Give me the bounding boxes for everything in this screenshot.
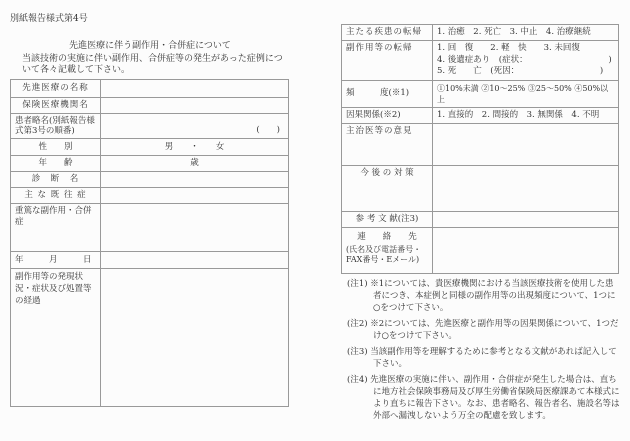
page-title: 先進医療に伴う副作用・合併症について	[69, 41, 231, 51]
sex-label: 性 別	[11, 139, 101, 156]
intro-text: 当該技術の実施に伴い副作用、合併症等の発生があった症例について各々記載して下さい。	[22, 54, 283, 75]
opinion-label: 主治医等の意見	[342, 123, 433, 165]
serious-ae-label: 重篤な副作用・合併症	[11, 204, 101, 252]
patient-field[interactable]	[101, 114, 289, 139]
right-column	[341, 24, 621, 422]
opinion-field[interactable]	[433, 123, 619, 165]
institution-label: 保険医療機関名	[11, 98, 101, 114]
references-field[interactable]	[433, 211, 619, 227]
outcome-options[interactable]: 1. 治癒 2. 死亡 3. 中止 4. 治療継続	[433, 25, 619, 41]
diagnosis-field[interactable]	[101, 172, 289, 188]
causal-label: 因果関係(※2)	[342, 107, 433, 123]
contact-field[interactable]	[433, 227, 619, 273]
ae-outcome-label: 副作用等の転帰	[342, 41, 433, 81]
outcome-label: 主たる疾患の転帰	[342, 25, 433, 41]
institution-field[interactable]	[101, 98, 289, 114]
history-field[interactable]	[101, 188, 289, 204]
age-label: 年 齢	[11, 156, 101, 172]
patient-paren: ( )	[256, 125, 280, 135]
references-label: 参 考 文 献(注3)	[342, 211, 433, 227]
form-id: 別紙報告様式第4号	[10, 14, 88, 24]
tech-name-label: 先進医療の名称	[11, 80, 101, 98]
ae-outcome-options[interactable]	[433, 41, 619, 81]
contact-title: 連 絡 先	[357, 231, 417, 242]
date-label: 年 月 日	[11, 252, 101, 269]
measures-field[interactable]	[433, 165, 619, 211]
course-field[interactable]	[101, 269, 289, 407]
report-table-left	[10, 79, 289, 407]
ae-outcome-line1: 1. 回 復 2. 軽 快 3. 未回復	[437, 43, 580, 53]
sex-field[interactable]: 男 ・ 女	[101, 139, 289, 156]
left-column	[10, 54, 289, 407]
report-table-right	[341, 24, 619, 274]
frequency-label: 頻 度(※1)	[342, 80, 433, 107]
serious-ae-field[interactable]	[101, 204, 289, 252]
note-3: (注3) 当該副作用等を理解するために参考となる文献があれば記入して下さい。	[347, 346, 617, 369]
diagnosis-label: 診 断 名	[11, 172, 101, 188]
causal-options[interactable]: 1. 直接的 2. 間接的 3. 無関係 4. 不明	[433, 107, 619, 123]
contact-label	[342, 227, 433, 273]
date-field[interactable]	[101, 252, 289, 269]
note-2: (注2) ※2については、先進医療と副作用等の因果関係について、1つだけ○をつけて下さい。	[347, 318, 619, 341]
frequency-options[interactable]: ①10%未満 ②10～25% ③25～50% ④50%以上	[433, 80, 619, 107]
tech-name-field[interactable]	[101, 80, 289, 98]
measures-label: 今 後 の 対 策	[342, 165, 433, 211]
note-4: (注4) 先進医療の実施に伴い、副作用・合併症が発生した場合は、直ちに地方社会保険事務局及び厚生労働省保険局医療課あて本様式により直ちに報告下さい。なお、患者略名、報告者名、施設名等は外部へ漏洩しないよう万全の配慮を致します。	[347, 374, 620, 421]
contact-sub: (氏名及び電話番号・FAX番号・Eメール)	[346, 244, 422, 264]
ae-outcome-line2: 4. 後遺症あり (症状： )	[437, 54, 612, 65]
note-1: (注1) ※1については、貴医療機関における当該医療技術を使用した患者につき、本症例と同様の副作用等の出現頻度について、1つに○をつけて下さい。	[347, 278, 616, 313]
course-label: 副作用等の発現状況・症状及び処置等の経過	[11, 269, 101, 407]
ae-outcome-line3: 5. 死 亡 (死因： )	[437, 66, 604, 76]
notes	[341, 278, 621, 422]
history-label: 主 な 既 往 症	[11, 188, 101, 204]
patient-label: 患者略名(別紙報告様式第3号の順番)	[11, 114, 101, 139]
age-field[interactable]: 歳	[101, 156, 289, 172]
